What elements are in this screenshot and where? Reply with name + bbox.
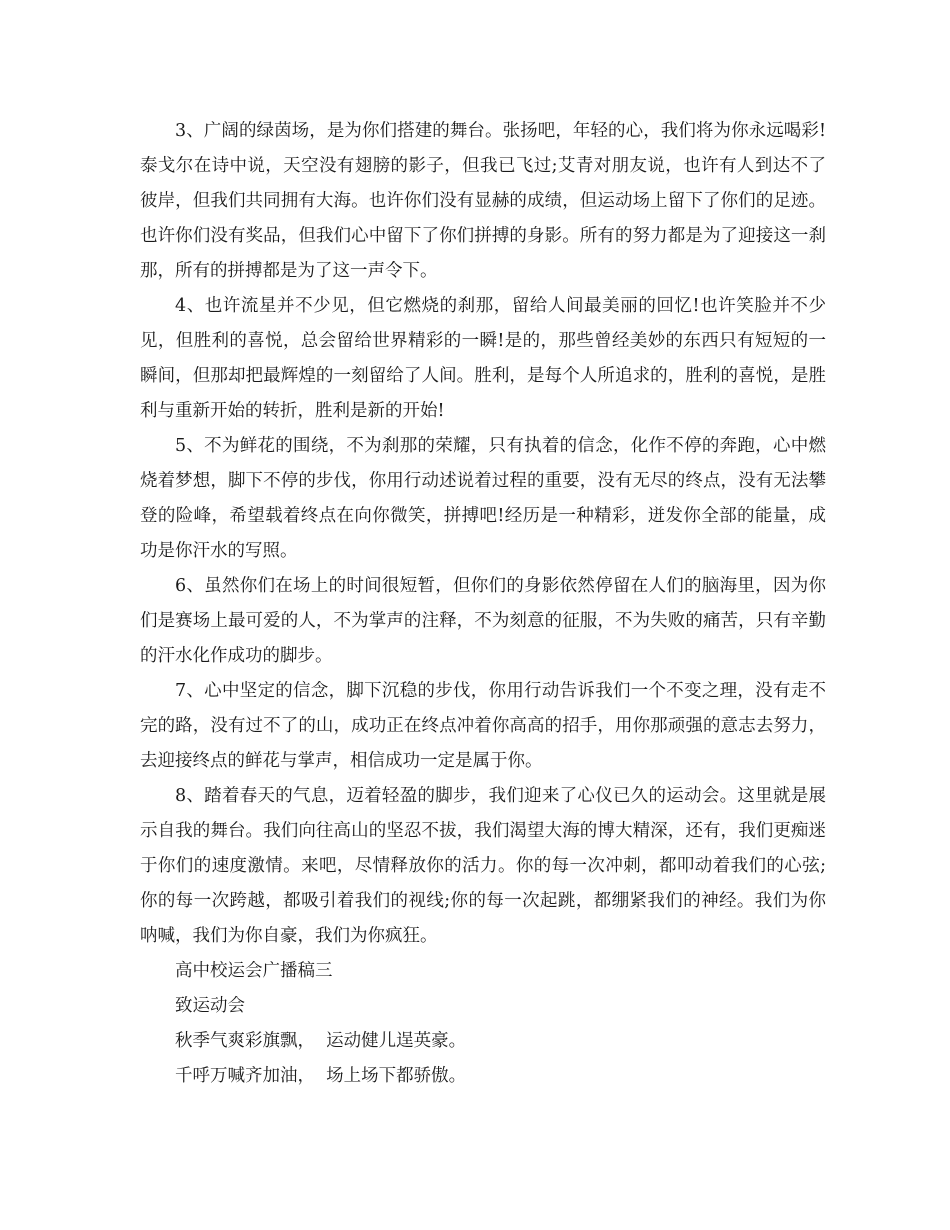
paragraph-8: 8、踏着春天的气息，迈着轻盈的脚步，我们迎来了心仪已久的运动会。这里就是展示自我的舞台。我们向往高山的坚忍不拔，我们渴望大海的博大精深，还有，我们更痴迷于你们的速度激情。来吧，尽情释放你的活力。你的每一次冲刺，都叩动着我们的心弦;你的每一次跨越，都吸引着我们的视线;你的每一次起跳，都绷紧我们的神经。我们为你呐喊，我们为你自豪，我们为你疯狂。 xyxy=(140,786,826,946)
paragraph-6: 6、虽然你们在场上的时间很短暂，但你们的身影依然停留在人们的脑海里，因为你们是赛场上最可爱的人，不为掌声的注释，不为刻意的征服，不为失败的痛苦，只有辛勤的汗水化作成功的脚步。 xyxy=(140,576,826,666)
document-body xyxy=(140,114,826,1094)
paragraph-3: 3、广阔的绿茵场，是为你们搭建的舞台。张扬吧，年轻的心，我们将为你永远喝彩!泰戈尔在诗中说，天空没有翅膀的影子，但我已飞过;艾青对朋友说，也许有人到达不了彼岸，但我们共同拥有大海。也许你们没有显赫的成绩，但运动场上留下了你们的足迹。也许你们没有奖品，但我们心中留下了你们拼搏的身影。所有的努力都是为了迎接这一刹那，所有的拼搏都是为了这一声令下。 xyxy=(140,121,826,281)
paragraph-7: 7、心中坚定的信念，脚下沉稳的步伐，你用行动告诉我们一个不变之理，没有走不完的路，没有过不了的山，成功正在终点冲着你高高的招手，用你那顽强的意志去努力，去迎接终点的鲜花与掌声，相信成功一定是属于你。 xyxy=(140,681,826,771)
poem-title: 致运动会 xyxy=(175,996,245,1016)
poem-line: 千呼万喊齐加油， 场上场下都骄傲。 xyxy=(175,1066,467,1086)
paragraph-5: 5、不为鲜花的围绕，不为刹那的荣耀，只有执着的信念，化作不停的奔跑，心中燃烧着梦想，脚下不停的步伐，你用行动述说着过程的重要，没有无尽的终点，没有无法攀登的险峰，希望载着终点在向你微笑，拼搏吧!经历是一种精彩，迸发你全部的能量，成功是你汗水的写照。 xyxy=(140,436,826,561)
poem-line: 秋季气爽彩旗飘， 运动健儿逞英豪。 xyxy=(175,1031,467,1051)
section-title: 高中校运会广播稿三 xyxy=(175,961,333,981)
paragraph-4: 4、也许流星并不少见，但它燃烧的刹那，留给人间最美丽的回忆!也许笑脸并不少见，但胜利的喜悦，总会留给世界精彩的一瞬!是的，那些曾经美妙的东西只有短短的一瞬间，但那却把最辉煌的一刻留给了人间。胜利，是每个人所追求的，胜利的喜悦，是胜利与重新开始的转折，胜利是新的开始! xyxy=(140,296,826,421)
